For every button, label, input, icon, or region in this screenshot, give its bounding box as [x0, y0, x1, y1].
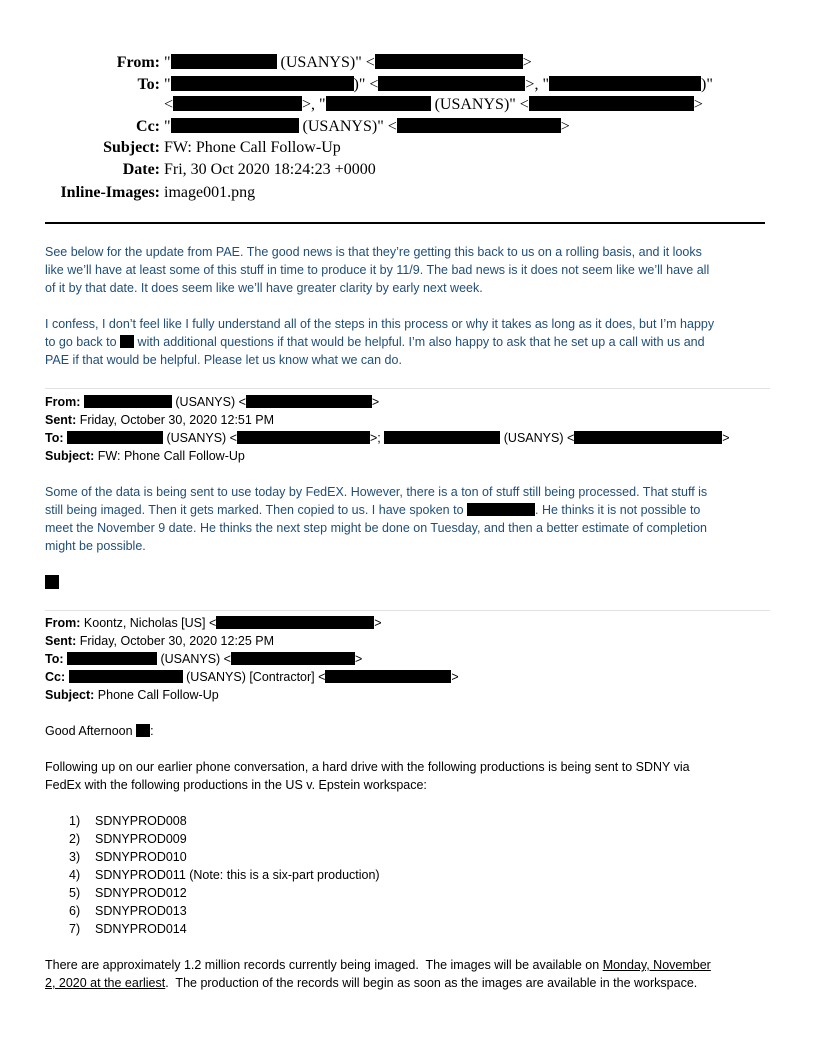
- redaction: [136, 724, 150, 737]
- email-header: [0, 52, 816, 202]
- redaction: [231, 652, 355, 665]
- to-value: " )" < >, " )": [164, 76, 713, 93]
- subject-label: Subject:: [103, 139, 160, 156]
- msg1-line: I confess, I don’t feel like I fully understand all of the steps in this process or why it takes as long as it does, but I’m happy: [45, 317, 715, 331]
- subject-value: FW: Phone Call Follow-Up: [164, 139, 341, 156]
- redaction: [237, 431, 370, 444]
- redaction: [120, 335, 134, 348]
- redaction: [549, 76, 701, 91]
- msg1-line: like we’ll have at least some of this stuff in time to produce it by 11/9. The bad news is it does not seem like we’ll have all: [45, 263, 710, 277]
- date-label: Date:: [122, 161, 160, 178]
- redaction: [171, 118, 299, 133]
- redaction: [171, 54, 277, 69]
- redaction: [67, 431, 163, 444]
- redaction: [216, 616, 374, 629]
- redaction: [325, 670, 451, 683]
- redaction: [173, 96, 302, 111]
- cc-label: Cc:: [136, 118, 160, 135]
- message-separator: [45, 388, 770, 389]
- redaction: [397, 118, 561, 133]
- inline-images-value: image001.png: [164, 184, 256, 201]
- msg2-to: To: (USANYS) < >; (USANYS) < >: [45, 431, 730, 445]
- msg3-greeting: Good Afternoon :: [45, 724, 154, 738]
- header-divider: [45, 222, 765, 224]
- inline-images-label: Inline-Images:: [60, 184, 160, 201]
- list-item: 5) SDNYPROD012: [69, 886, 187, 900]
- msg2-line: meet the November 9 date. He thinks the next step might be done on Tuesday, and then a better estimate of completion: [45, 521, 707, 535]
- msg1-line: of it by that date. It does seem like we’ll have greater clarity by early next week.: [45, 281, 483, 295]
- redaction: [378, 76, 525, 91]
- redaction: [67, 652, 157, 665]
- msg3-line: Following up on our earlier phone conversation, a hard drive with the following productions is being sent to SDNY via: [45, 760, 690, 774]
- msg3-from: From: Koontz, Nicholas [US] < >: [45, 616, 382, 630]
- msg2-from: From: (USANYS) < >: [45, 395, 380, 409]
- to-label: To:: [137, 76, 160, 93]
- list-item: 6) SDNYPROD013: [69, 904, 187, 918]
- msg2-sent: Sent: Friday, October 30, 2020 12:51 PM: [45, 413, 275, 427]
- message-separator: [45, 610, 770, 611]
- msg3-to: To: (USANYS) < >: [45, 652, 363, 666]
- redaction: [574, 431, 722, 444]
- from-value: " (USANYS)" < >: [164, 54, 532, 71]
- msg3-line: FedEx with the following productions in the US v. Epstein workspace:: [45, 778, 427, 792]
- list-item: 2) SDNYPROD009: [69, 832, 187, 846]
- msg1-line: to go back to with additional questions if that would be helpful. I’m also happy to ask that he set up a call with us and: [45, 335, 705, 349]
- list-item: 4) SDNYPROD011 (Note: this is a six-part production): [69, 868, 380, 882]
- redaction: [45, 575, 59, 589]
- msg1-line: See below for the update from PAE. The good news is that they’re getting this back to us on a rolling basis, and it looks: [45, 245, 702, 259]
- redaction: [171, 76, 354, 91]
- redaction: [84, 395, 172, 408]
- redaction: [529, 96, 694, 111]
- msg2-line: Some of the data is being sent to use today by FedEX. However, there is a ton of stuff still being processed. That stuff is: [45, 485, 708, 499]
- msg3-subject: Subject: Phone Call Follow-Up: [45, 688, 219, 702]
- redaction: [375, 54, 523, 69]
- from-label: From:: [116, 54, 160, 71]
- msg3-line: 2, 2020 at the earliest. The production of the records will begin as soon as the images are available in the workspace.: [45, 976, 698, 990]
- msg3-sent: Sent: Friday, October 30, 2020 12:25 PM: [45, 634, 275, 648]
- list-item: 7) SDNYPROD014: [69, 922, 187, 936]
- msg2-line: still being imaged. Then it gets marked. Then copied to us. I have spoken to . He thinks it is not possible to: [45, 503, 701, 517]
- to-value-cont: < >, " (USANYS)" < >: [164, 96, 703, 113]
- redaction: [326, 96, 431, 111]
- msg1-line: PAE if that would be helpful. Please let us know what we can do.: [45, 353, 402, 367]
- msg2-subject: Subject: FW: Phone Call Follow-Up: [45, 449, 245, 463]
- msg3-cc: Cc: (USANYS) [Contractor] < >: [45, 670, 459, 684]
- list-item: 1) SDNYPROD008: [69, 814, 187, 828]
- redaction: [467, 503, 535, 516]
- redaction: [69, 670, 183, 683]
- msg3-line: There are approximately 1.2 million records currently being imaged. The images will be available on Monday, November: [45, 958, 711, 972]
- msg2-line: might be possible.: [45, 539, 146, 553]
- redaction: [246, 395, 372, 408]
- date-value: Fri, 30 Oct 2020 18:24:23 +0000: [164, 161, 376, 178]
- redaction: [384, 431, 500, 444]
- list-item: 3) SDNYPROD010: [69, 850, 187, 864]
- cc-value: " (USANYS)" < >: [164, 118, 570, 135]
